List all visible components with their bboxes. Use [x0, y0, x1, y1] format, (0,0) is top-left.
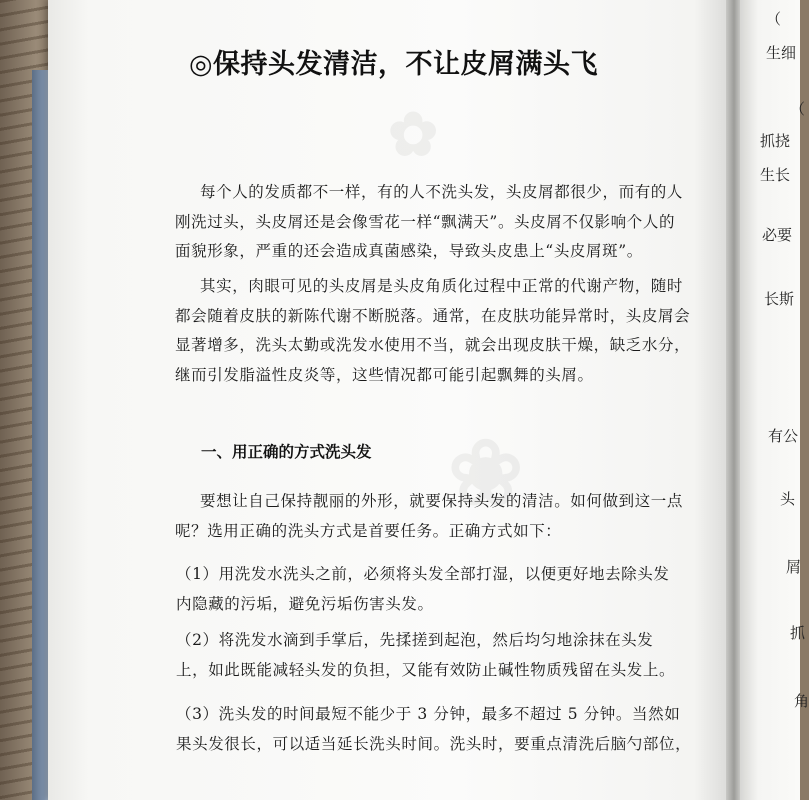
- step-item: [176, 700, 691, 759]
- right-page-text: （: [790, 100, 806, 118]
- step-item: [176, 560, 669, 619]
- bleed-through-flower: ❀: [448, 420, 524, 526]
- text-line: 继而引发脂溢性皮炎等，这些情况都可能引起飘舞的头屑。: [175, 365, 594, 384]
- right-page-text: 长斯: [764, 290, 795, 308]
- body-paragraph: [175, 487, 684, 546]
- right-page-text: 生长: [760, 166, 791, 184]
- text-line: 其实，肉眼可见的头皮屑是头皮角质化过程中正常的代谢产物，随时: [200, 277, 684, 295]
- body-paragraph: [175, 272, 691, 390]
- step-item: [176, 626, 675, 685]
- right-page-text: 必要: [762, 226, 793, 244]
- text-line: （1）用洗发水洗头之前，必须将头发全部打湿，以便更好地去除头发: [176, 565, 670, 583]
- right-page-text: 头: [780, 490, 796, 508]
- text-line: 上，如此既能减轻头发的负担，又能有效防止碱性物质残留在头发上。: [176, 660, 676, 679]
- book-page-right: [740, 0, 809, 800]
- right-page-text: 屑: [786, 558, 802, 576]
- right-page-text: 抓挠: [760, 132, 791, 150]
- section-title: ◎保持头发清洁，不让皮屑满头飞: [189, 49, 599, 80]
- right-page-text: （: [766, 10, 782, 28]
- right-page-text: 抓: [790, 624, 806, 642]
- bleed-through-decoration: ✿: [388, 100, 439, 170]
- text-line: 呢？选用正确的洗头方式是首要任务。正确方式如下：: [175, 521, 562, 540]
- text-line: （2）将洗发水滴到手掌后，先揉搓到起泡，然后均匀地涂抹在头发: [176, 631, 654, 649]
- subsection-heading: 一、用正确的方式洗头发: [201, 443, 372, 461]
- text-line: 要想让自己保持靓丽的外形，就要保持头发的清洁。如何做到这一点: [200, 492, 684, 510]
- text-line: 内隐藏的污垢，避免污垢伤害头发。: [176, 594, 434, 613]
- text-line: 每个人的发质都不一样，有的人不洗头发，头皮屑都很少，而有的人: [200, 183, 684, 201]
- text-line: 果头发很长，可以适当延长洗头时间。洗头时，要重点清洗后脑勺部位，: [176, 734, 692, 753]
- text-line: （3）洗头发的时间最短不能少于 3 分钟，最多不超过 5 分钟。当然如: [176, 705, 681, 723]
- right-page-text: 角: [794, 692, 809, 710]
- text-line: 刚洗过头，头皮屑还是会像雪花一样“飘满天”。头皮屑不仅影响个人的: [175, 212, 676, 231]
- text-line: 面貌形象，严重的还会造成真菌感染，导致头皮患上“头皮屑斑”。: [175, 242, 643, 260]
- intro-paragraph: [175, 178, 684, 267]
- right-page-text: 生细: [766, 44, 797, 62]
- text-line: 显著增多，洗头太勤或洗发水使用不当，就会出现皮肤干燥，缺乏水分，: [175, 336, 691, 354]
- text-line: 都会随着皮肤的新陈代谢不断脱落。通常，在皮肤功能异常时，头皮屑会: [175, 306, 691, 325]
- right-page-text: 有公: [768, 427, 799, 445]
